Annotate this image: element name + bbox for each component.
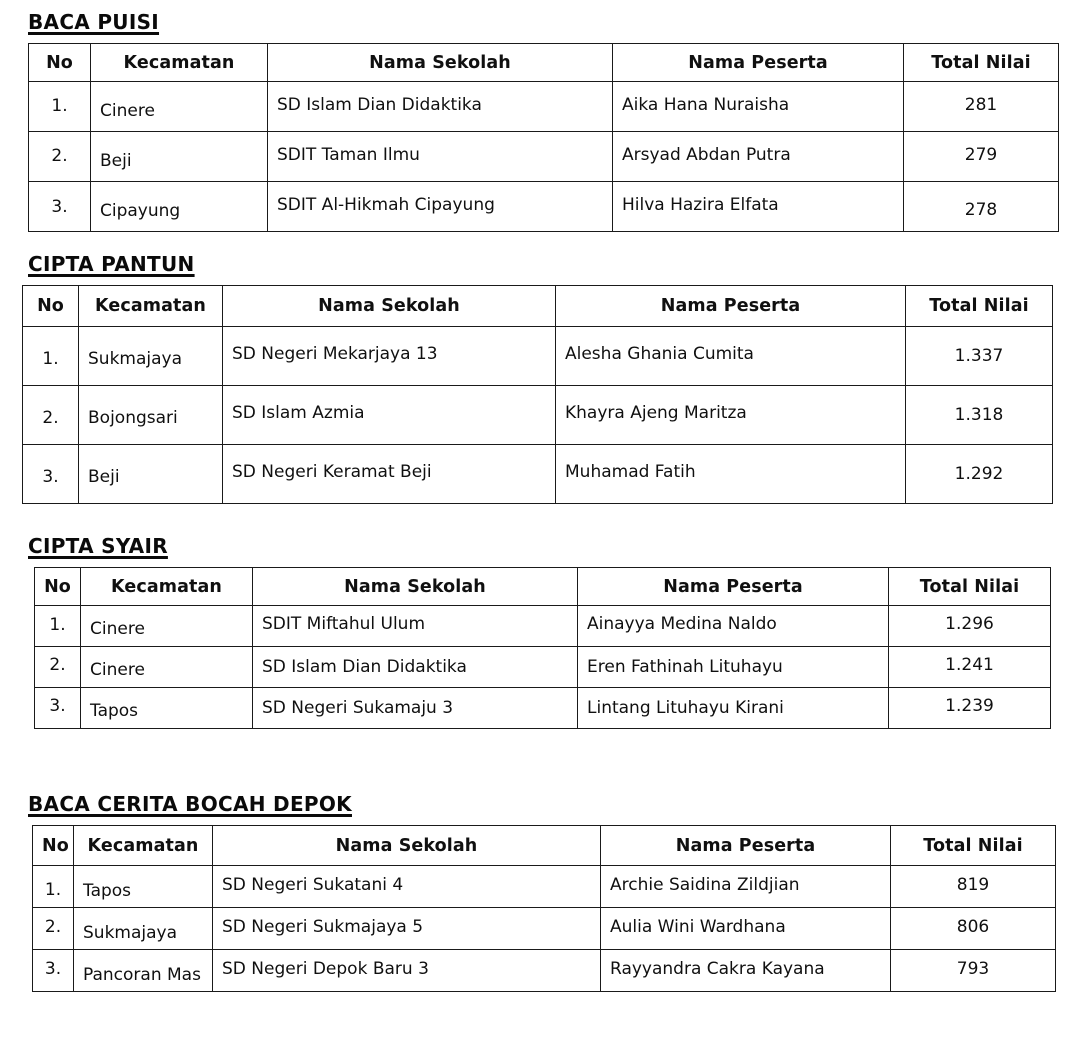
table-row (33, 908, 1056, 950)
table-row (35, 688, 1051, 729)
table-header (35, 568, 1051, 606)
col-header-no: No (35, 568, 81, 606)
cell-sekolah: SD Negeri Depok Baru 3 (213, 948, 601, 990)
table-baca-puisi (28, 43, 1059, 232)
heading-wrap (0, 792, 1080, 816)
cell-nilai: 793 (891, 948, 1056, 990)
heading-wrap (0, 252, 1080, 276)
table-row (33, 866, 1056, 908)
cell-kecamatan: Pancoran Mas (74, 954, 213, 996)
cell-kecamatan: Tapos (74, 870, 213, 912)
cell-no: 1. (29, 81, 91, 131)
cell-sekolah: SD Negeri Mekarjaya 13 (223, 325, 556, 384)
cell-sekolah: SD Negeri Sukatani 4 (213, 864, 601, 906)
heading-wrap (0, 534, 1080, 558)
table-body (23, 327, 1053, 504)
table-row (29, 132, 1059, 182)
col-header-kecamatan: Kecamatan (74, 826, 213, 866)
col-header-nilai: Total Nilai (891, 826, 1056, 866)
cell-sekolah: SD Negeri Sukamaju 3 (253, 688, 578, 729)
section-title-cipta-pantun: CIPTA PANTUN (28, 252, 195, 276)
cell-nilai: 278 (904, 185, 1059, 235)
cell-no: 3. (23, 448, 79, 507)
table-header (29, 44, 1059, 82)
cell-sekolah: SD Islam Azmia (223, 384, 556, 443)
cell-sekolah: SD Islam Dian Didaktika (268, 80, 613, 130)
cell-kecamatan: Cipayung (91, 186, 268, 236)
cell-no: 1. (35, 605, 81, 646)
cell-no: 2. (29, 131, 91, 181)
cell-nilai: 1.292 (906, 445, 1053, 504)
cell-nilai: 281 (904, 80, 1059, 130)
cell-peserta: Rayyandra Cakra Kayana (601, 948, 891, 990)
section-title-baca-cerita-bocah-depok: BACA CERITA BOCAH DEPOK (28, 792, 352, 816)
cell-nilai: 806 (891, 906, 1056, 948)
table-baca-cerita-bocah-depok (32, 825, 1056, 992)
col-header-nilai: Total Nilai (906, 286, 1053, 327)
cell-peserta: Khayra Ajeng Maritza (556, 384, 906, 443)
table-body (29, 82, 1059, 232)
cell-no: 1. (23, 330, 79, 389)
col-header-kecamatan: Kecamatan (79, 286, 223, 327)
cell-no: 1. (33, 869, 74, 911)
table-body (35, 606, 1051, 729)
header-row (23, 286, 1053, 327)
table-body (33, 866, 1056, 992)
cell-peserta: Eren Fathinah Lituhayu (578, 647, 889, 688)
col-header-sekolah: Nama Sekolah (268, 44, 613, 82)
col-header-nilai: Total Nilai (889, 568, 1051, 606)
cell-no: 3. (33, 948, 74, 990)
table-row (23, 327, 1053, 386)
section-baca-puisi (0, 10, 1080, 232)
cell-peserta: Ainayya Medina Naldo (578, 604, 889, 645)
col-header-kecamatan: Kecamatan (81, 568, 253, 606)
table-header (33, 826, 1056, 866)
header-row (29, 44, 1059, 82)
col-header-kecamatan: Kecamatan (91, 44, 268, 82)
cell-nilai: 1.239 (889, 686, 1051, 727)
cell-kecamatan: Beji (79, 448, 223, 507)
cell-peserta: Muhamad Fatih (556, 443, 906, 502)
col-header-nilai: Total Nilai (904, 44, 1059, 82)
cell-no: 3. (35, 686, 81, 727)
table-row (35, 606, 1051, 647)
table-header (23, 286, 1053, 327)
col-header-peserta: Nama Peserta (578, 568, 889, 606)
cell-nilai: 1.318 (906, 386, 1053, 445)
cell-sekolah: SD Negeri Sukmajaya 5 (213, 906, 601, 948)
cell-peserta: Hilva Hazira Elfata (613, 180, 904, 230)
cell-no: 2. (23, 389, 79, 448)
section-baca-cerita-bocah-depok (0, 792, 1080, 992)
table-row (29, 82, 1059, 132)
cell-peserta: Aulia Wini Wardhana (601, 906, 891, 948)
section-title-baca-puisi: BACA PUISI (28, 10, 160, 34)
section-title-cipta-syair: CIPTA SYAIR (28, 534, 168, 558)
cell-kecamatan: Tapos (81, 691, 253, 732)
col-header-no: No (23, 286, 79, 327)
col-header-peserta: Nama Peserta (556, 286, 906, 327)
cell-peserta: Lintang Lituhayu Kirani (578, 688, 889, 729)
cell-kecamatan: Cinere (81, 650, 253, 691)
cell-sekolah: SD Islam Dian Didaktika (253, 647, 578, 688)
cell-sekolah: SD Negeri Keramat Beji (223, 443, 556, 502)
heading-wrap (0, 10, 1080, 34)
col-header-no: No (29, 44, 91, 82)
cell-no: 3. (29, 182, 91, 232)
col-header-sekolah: Nama Sekolah (213, 826, 601, 866)
col-header-sekolah: Nama Sekolah (253, 568, 578, 606)
cell-nilai: 1.337 (906, 327, 1053, 386)
table-cipta-pantun (22, 285, 1053, 504)
cell-peserta: Arsyad Abdan Putra (613, 130, 904, 180)
cell-peserta: Archie Saidina Zildjian (601, 864, 891, 906)
cell-sekolah: SDIT Taman Ilmu (268, 130, 613, 180)
cell-no: 2. (35, 645, 81, 686)
col-header-sekolah: Nama Sekolah (223, 286, 556, 327)
header-row (35, 568, 1051, 606)
cell-kecamatan: Cinere (91, 86, 268, 136)
cell-peserta: Aika Hana Nuraisha (613, 80, 904, 130)
cell-sekolah: SDIT Al-Hikmah Cipayung (268, 180, 613, 230)
header-row (33, 826, 1056, 866)
cell-sekolah: SDIT Miftahul Ulum (253, 604, 578, 645)
table-row (23, 445, 1053, 504)
table-row (29, 182, 1059, 232)
cell-kecamatan: Cinere (81, 609, 253, 650)
cell-nilai: 1.296 (889, 604, 1051, 645)
cell-kecamatan: Sukmajaya (79, 330, 223, 389)
table-cipta-syair (34, 567, 1051, 729)
cell-no: 2. (33, 906, 74, 948)
section-cipta-pantun (0, 252, 1080, 504)
table-row (33, 950, 1056, 992)
table-row (23, 386, 1053, 445)
table-row (35, 647, 1051, 688)
cell-kecamatan: Sukmajaya (74, 912, 213, 954)
cell-nilai: 279 (904, 130, 1059, 180)
cell-kecamatan: Bojongsari (79, 389, 223, 448)
cell-nilai: 1.241 (889, 645, 1051, 686)
col-header-no: No (33, 826, 74, 866)
cell-nilai: 819 (891, 864, 1056, 906)
cell-kecamatan: Beji (91, 136, 268, 186)
cell-peserta: Alesha Ghania Cumita (556, 325, 906, 384)
col-header-peserta: Nama Peserta (601, 826, 891, 866)
col-header-peserta: Nama Peserta (613, 44, 904, 82)
section-cipta-syair (0, 534, 1080, 729)
